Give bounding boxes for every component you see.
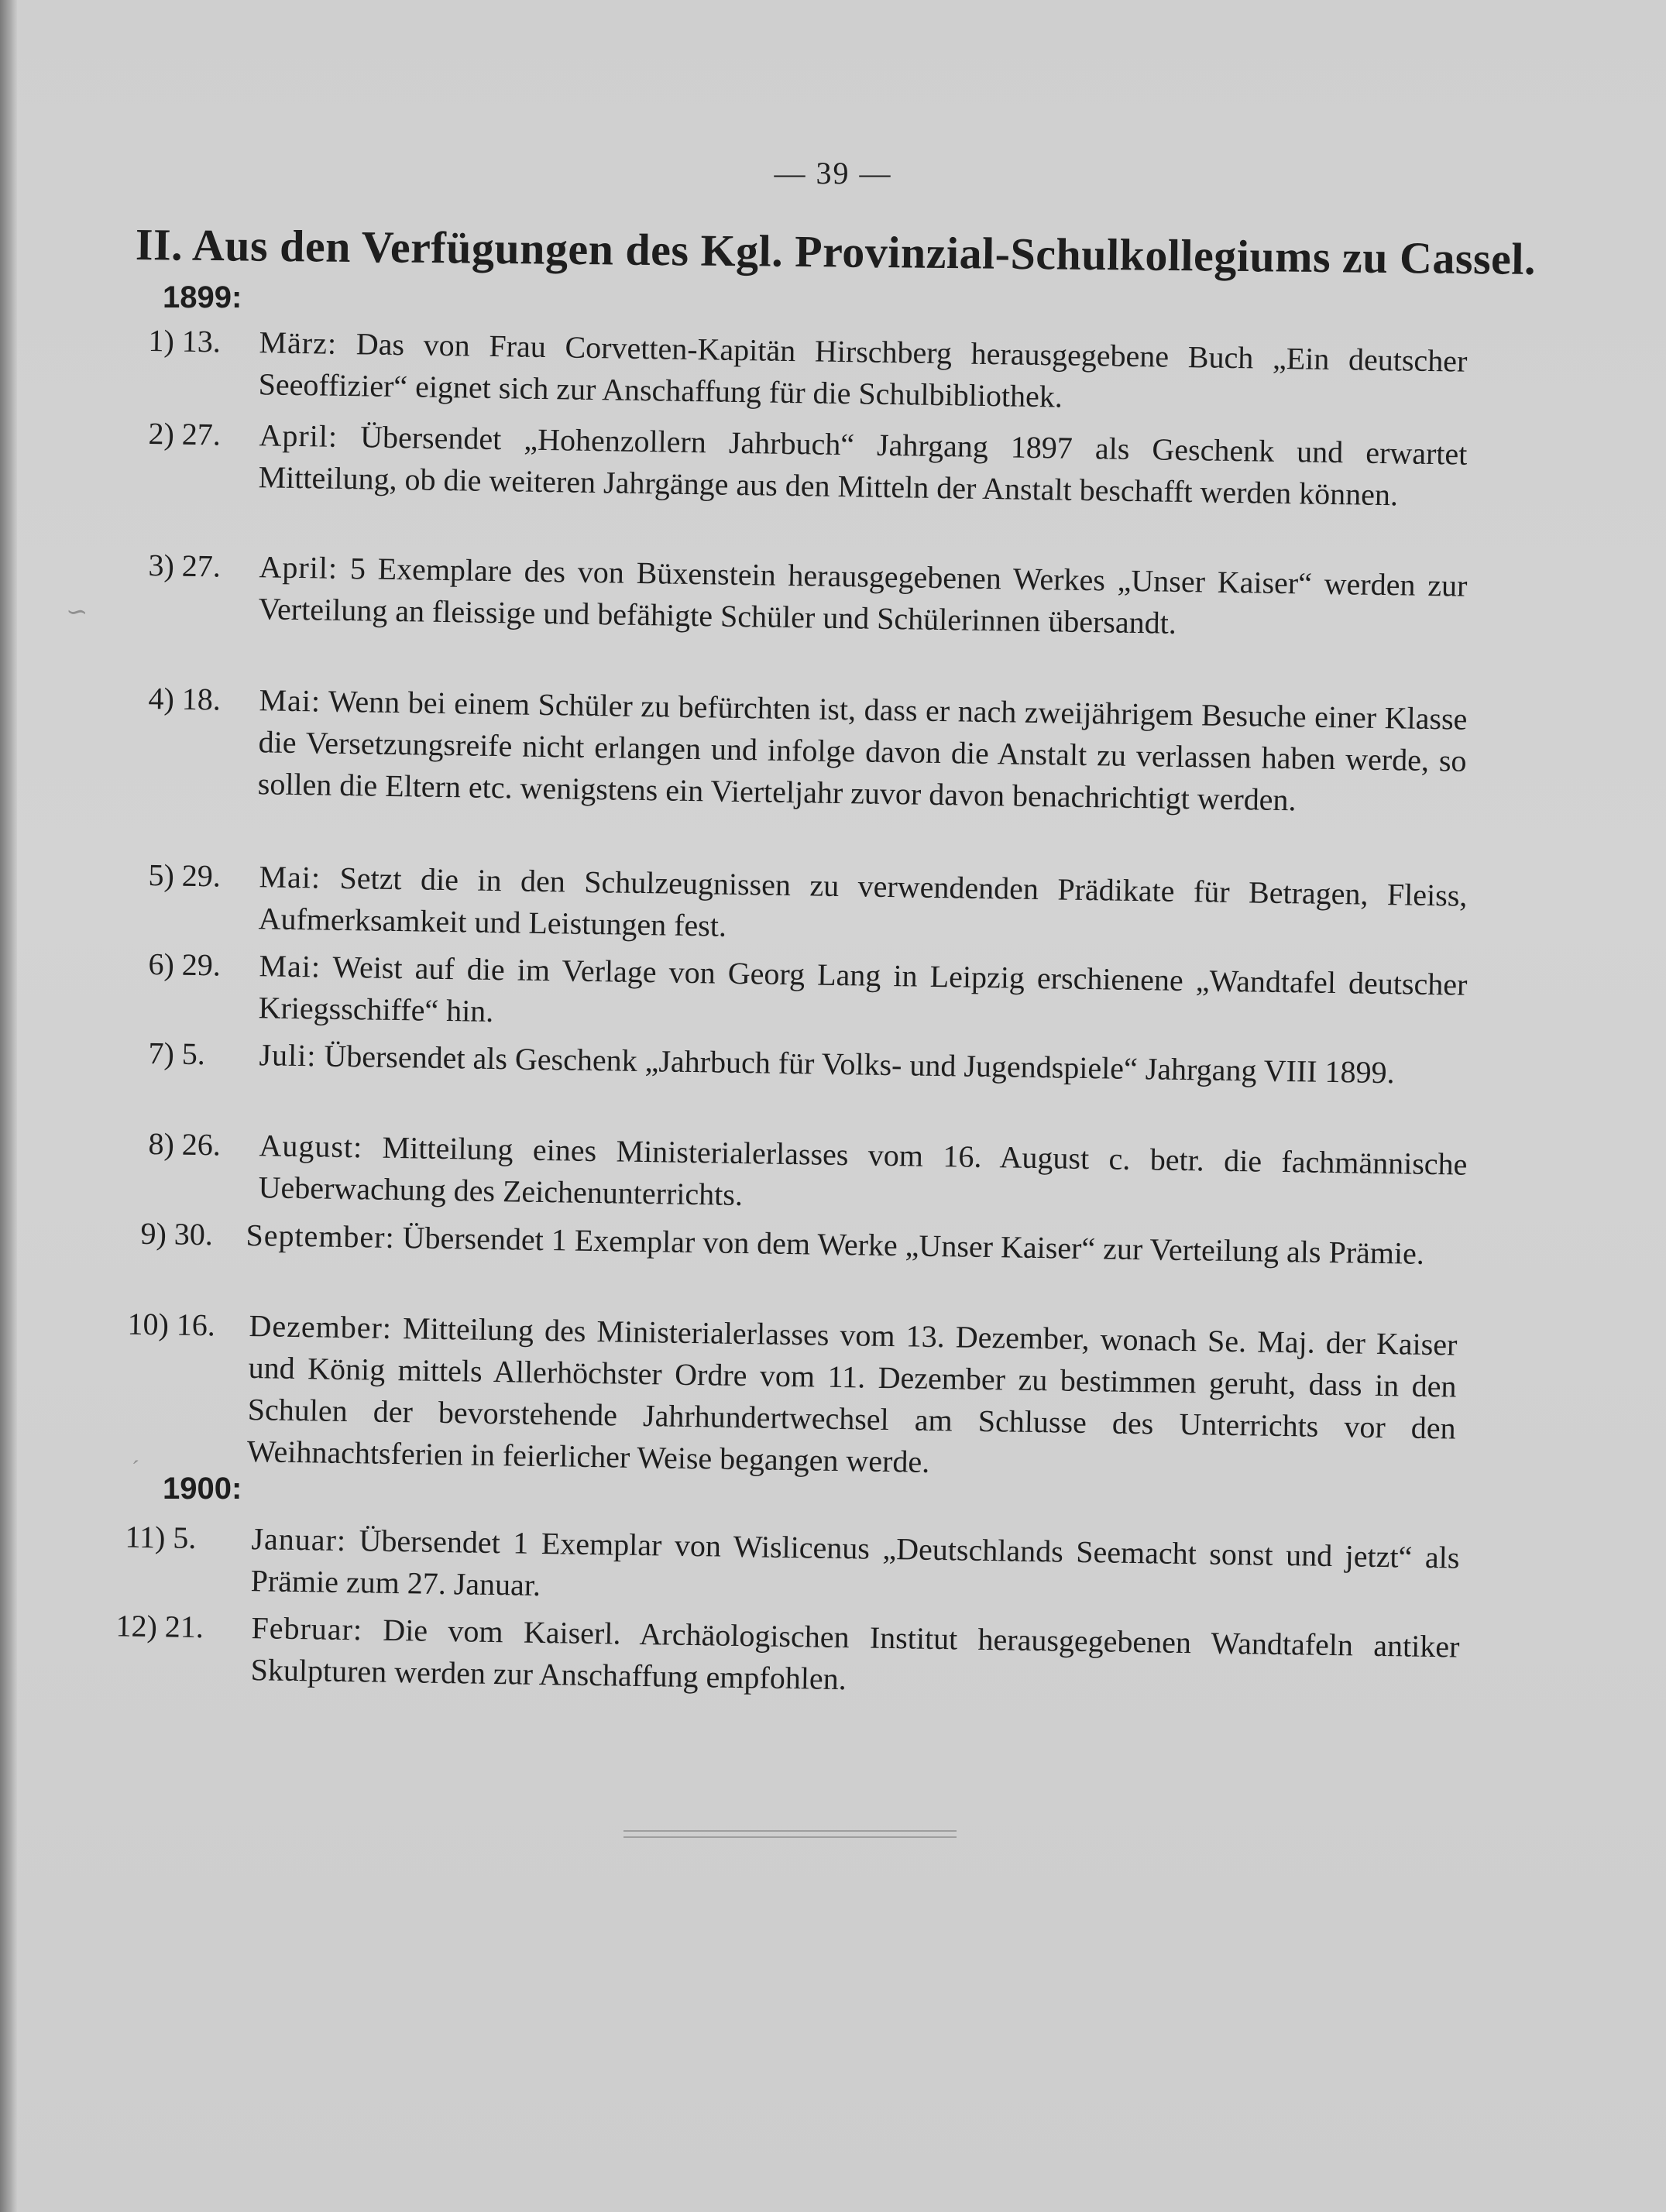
entry-body <box>250 1518 1460 1620</box>
entry-date: Februar: <box>251 1610 363 1647</box>
entry-4 <box>0 675 1666 818</box>
entry-text: Übersendet „Hohenzollern Jahrbuch“ Jahrgang 1897 als Geschenk und erwartet Mitteilung, ob die weiteren Jahrgänge aus den Mitteln der Anstalt beschafft werden können. <box>258 419 1468 513</box>
entry-number: 6) 29. <box>148 946 222 983</box>
entry-number: 1) 13. <box>148 323 222 359</box>
entry-1 <box>0 318 1666 414</box>
entry-number: 12) 21. <box>115 1608 204 1645</box>
entry-date: September: <box>246 1217 396 1255</box>
entry-number: 2) 27. <box>148 416 222 452</box>
entry-text: Das von Frau Corvetten-Kapitän Hirschberg herausgegebene Buch „Ein deutscher Seeoffizier“ eignet sich zur Anschaffung für die Schulbibliothek. <box>258 326 1468 414</box>
entry-number: 3) 27. <box>148 548 222 584</box>
entry-body <box>258 414 1468 517</box>
entry-number: 4) 18. <box>148 681 222 717</box>
entry-text: Weist auf die im Verlage von Georg Lang in Leipzig erschienene „Wandtafel deutscher Kriegsschiffe“ hin. <box>258 949 1468 1029</box>
entry-body <box>258 321 1468 424</box>
section-heading: II. Aus den Verfügungen des Kgl. Provinzial-Schulkollegiums zu Cassel. <box>135 219 1537 284</box>
entry-number: 11) 5. <box>125 1519 197 1555</box>
year-label-1900: 1900: <box>163 1472 242 1506</box>
entry-text: Setzt die in den Schulzeugnissen zu verwendenden Prädikate für Betragen, Fleiss, Aufmerksamkeit und Leistungen fest. <box>258 860 1468 943</box>
entry-10 <box>0 1301 1666 1479</box>
entry-body <box>258 856 1468 958</box>
entry-date: Juli: <box>259 1037 317 1073</box>
entry-body <box>257 679 1467 823</box>
entry-text: 5 Exemplare des von Büxenstein herausgegebenen Werkes „Unser Kaiser“ werden zur Verteilung an fleissige und befähigte Schüler und Schülerinnen übersandt. <box>258 551 1468 641</box>
entry-date: Mai: <box>259 948 321 984</box>
entry-number: 10) 16. <box>127 1306 216 1343</box>
entry-text: Übersendet als Geschenk „Jahrbuch für Volks- und Jugendspiele“ Jahrgang VIII 1899. <box>324 1038 1395 1091</box>
entry-date: April: <box>259 549 338 586</box>
entry-11 <box>0 1514 1666 1602</box>
entry-text: Wenn bei einem Schüler zu befürchten ist, dass er nach zweijährigem Besuche einer Klasse die Versetzungsreife nicht erlangen und infolge davon die Anstalt zu verlassen haben werde, so sollen die Eltern etc. wenigstens ein Vierteljahr zuvor davon benachrichtigt werden. <box>257 683 1468 818</box>
entry-date: März: <box>259 325 338 361</box>
page-number: — 39 — <box>774 156 892 191</box>
entry-date: Januar: <box>251 1521 347 1558</box>
entry-3 <box>0 542 1666 641</box>
entry-8 <box>0 1121 1666 1213</box>
entry-text: Die vom Kaiserl. Archäologischen Institut herausgegebenen Wandtafeln antiker Skulpturen werden zur Anschaffung empfohlen. <box>250 1612 1460 1697</box>
entry-body <box>247 1305 1458 1491</box>
closing-rule <box>623 1830 957 1838</box>
entry-text: Übersendet 1 Exemplar von dem Werke „Unser Kaiser“ zur Verteilung als Prämie. <box>402 1220 1425 1271</box>
entry-text: Mitteilung des Ministerialerlasses vom 13. Dezember, wonach Se. Maj. der Kaiser und König mittels Allerhöchster Ordre vom 11. Dezember zu bestimmen geruht, dass in den Schulen der bevorstehende Jahrhundertwechsel am Schlusse des Unterrichts vor den Weihnachtsferien in feierlicher Weise begangen werde. <box>246 1310 1458 1479</box>
entry-number: 5) 29. <box>148 857 222 894</box>
entry-date: April: <box>259 417 338 454</box>
margin-pencil-tick: ´ <box>132 1456 139 1482</box>
entry-date: Mai: <box>259 682 321 719</box>
entry-body <box>258 1125 1468 1227</box>
year-label-1899: 1899: <box>163 280 242 314</box>
entry-date: August: <box>259 1128 363 1165</box>
entry-5 <box>0 852 1666 943</box>
entry-text: Mitteilung eines Ministerialerlasses vom 16. August c. betr. die fachmännische Ueberwachung des Zeichenunterrichts. <box>258 1129 1468 1213</box>
entry-number: 8) 26. <box>148 1126 222 1163</box>
page-edge-shadow <box>0 0 17 2212</box>
entry-text: Übersendet 1 Exemplar von Wislicenus „Deutschlands Seemacht sonst und jetzt“ als Prämie zum 27. Januar. <box>250 1523 1460 1602</box>
entry-body <box>258 546 1468 648</box>
entry-body <box>250 1607 1460 1709</box>
entry-number: 7) 5. <box>148 1036 206 1072</box>
entry-date: Mai: <box>259 859 321 895</box>
entry-number: 9) 30. <box>140 1215 214 1252</box>
entry-body <box>258 945 1468 1047</box>
entry-date: Dezember: <box>249 1308 393 1345</box>
margin-pencil-mark: ∽ <box>66 598 88 627</box>
